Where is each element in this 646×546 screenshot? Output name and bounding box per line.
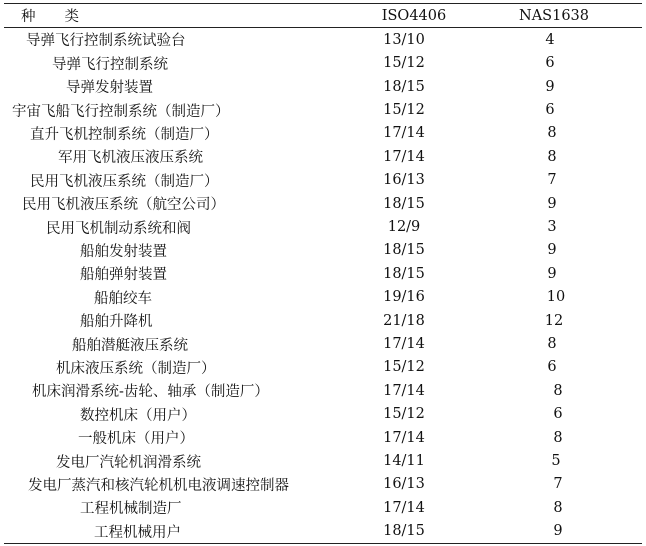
nas-cell: 6 [547, 359, 557, 376]
table-row [4, 239, 642, 262]
type-cell: 民用飞机制动系统和阀 [46, 220, 191, 237]
type-cell: 导弹飞行控制系统 [52, 56, 168, 73]
iso-cell: 15/12 [383, 55, 425, 72]
table-row [4, 122, 642, 145]
table-row [4, 169, 642, 192]
nas-cell: 7 [553, 476, 563, 493]
table-row [4, 496, 642, 519]
type-cell: 民用飞机液压系统（制造厂） [30, 173, 219, 190]
iso-cell: 18/15 [383, 78, 425, 95]
header-iso: ISO4406 [381, 7, 447, 24]
iso-cell: 17/14 [383, 125, 425, 142]
type-cell: 船舶潜艇液压系统 [72, 337, 188, 354]
nas-cell: 8 [547, 125, 557, 142]
nas-cell: 8 [553, 429, 563, 446]
table-row [4, 262, 642, 285]
table-row [4, 52, 642, 75]
nas-cell: 8 [547, 148, 557, 165]
nas-cell: 7 [547, 172, 557, 189]
nas-cell: 9 [545, 78, 555, 95]
iso-cell: 12/9 [387, 219, 421, 236]
table-row [4, 520, 642, 543]
table-row [4, 286, 642, 309]
table-row [4, 379, 642, 402]
cleanliness-table [4, 3, 642, 544]
nas-cell: 9 [553, 523, 563, 540]
type-cell: 数控机床（用户） [80, 407, 196, 424]
type-cell: 工程机械用户 [94, 524, 181, 541]
nas-cell: 8 [553, 382, 563, 399]
iso-cell: 15/12 [383, 406, 425, 423]
iso-cell: 21/18 [383, 312, 425, 329]
table-row [4, 332, 642, 355]
table-row [4, 356, 642, 379]
type-cell: 船舶弹射装置 [80, 267, 167, 284]
iso-cell: 15/12 [383, 359, 425, 376]
table-row [4, 309, 642, 332]
header-nas: NAS1638 [519, 7, 589, 24]
type-cell: 宇宙飞船飞行控制系统（制造厂） [12, 103, 230, 120]
iso-cell: 18/15 [383, 265, 425, 282]
table-row [4, 215, 642, 238]
type-cell: 导弹发射装置 [66, 80, 153, 97]
type-cell: 机床液压系统（制造厂） [56, 360, 216, 377]
type-cell: 工程机械制造厂 [80, 501, 182, 518]
table-row [4, 28, 642, 51]
nas-cell: 9 [547, 265, 557, 282]
nas-cell: 5 [551, 453, 561, 470]
type-cell: 导弹飞行控制系统试验台 [26, 33, 186, 50]
table-row [4, 473, 642, 496]
table-row [4, 75, 642, 98]
nas-cell: 9 [547, 242, 557, 259]
nas-cell: 8 [547, 336, 557, 353]
iso-cell: 13/10 [383, 31, 425, 48]
nas-cell: 6 [545, 102, 555, 119]
type-cell: 发电厂蒸汽和核汽轮机机电液调速控制器 [28, 477, 289, 494]
iso-cell: 16/13 [383, 172, 425, 189]
iso-cell: 17/14 [383, 382, 425, 399]
iso-cell: 17/14 [383, 148, 425, 165]
table-row [4, 449, 642, 472]
iso-cell: 16/13 [383, 476, 425, 493]
type-cell: 船舶绞车 [94, 290, 152, 307]
iso-cell: 17/14 [383, 499, 425, 516]
table-row [4, 426, 642, 449]
nas-cell: 10 [546, 289, 566, 306]
nas-cell: 3 [547, 219, 557, 236]
type-cell: 发电厂汽轮机润滑系统 [56, 454, 201, 471]
type-cell: 一般机床（用户） [78, 431, 194, 448]
type-cell: 直升飞机控制系统（制造厂） [30, 126, 219, 143]
iso-cell: 14/11 [383, 453, 425, 470]
nas-cell: 12 [544, 312, 564, 329]
type-cell: 军用飞机液压液压系统 [58, 150, 203, 167]
nas-cell: 9 [547, 195, 557, 212]
nas-cell: 8 [553, 499, 563, 516]
type-cell: 船舶发射装置 [80, 243, 167, 260]
nas-cell: 6 [545, 55, 555, 72]
table-header [4, 4, 642, 28]
nas-cell: 4 [545, 31, 555, 48]
iso-cell: 19/16 [383, 289, 425, 306]
type-cell: 民用飞机液压系统（航空公司） [22, 197, 225, 214]
iso-cell: 15/12 [383, 102, 425, 119]
iso-cell: 18/15 [383, 195, 425, 212]
iso-cell: 18/15 [383, 242, 425, 259]
iso-cell: 18/15 [383, 523, 425, 540]
table-row [4, 192, 642, 215]
type-cell: 机床润滑系统-齿轮、轴承（制造厂） [32, 384, 269, 401]
table-row [4, 145, 642, 168]
table-row [4, 403, 642, 426]
iso-cell: 17/14 [383, 336, 425, 353]
header-type: 种 类 [21, 9, 79, 26]
iso-cell: 17/14 [383, 429, 425, 446]
nas-cell: 6 [553, 406, 563, 423]
table-row [4, 98, 642, 121]
type-cell: 船舶升降机 [80, 314, 153, 331]
